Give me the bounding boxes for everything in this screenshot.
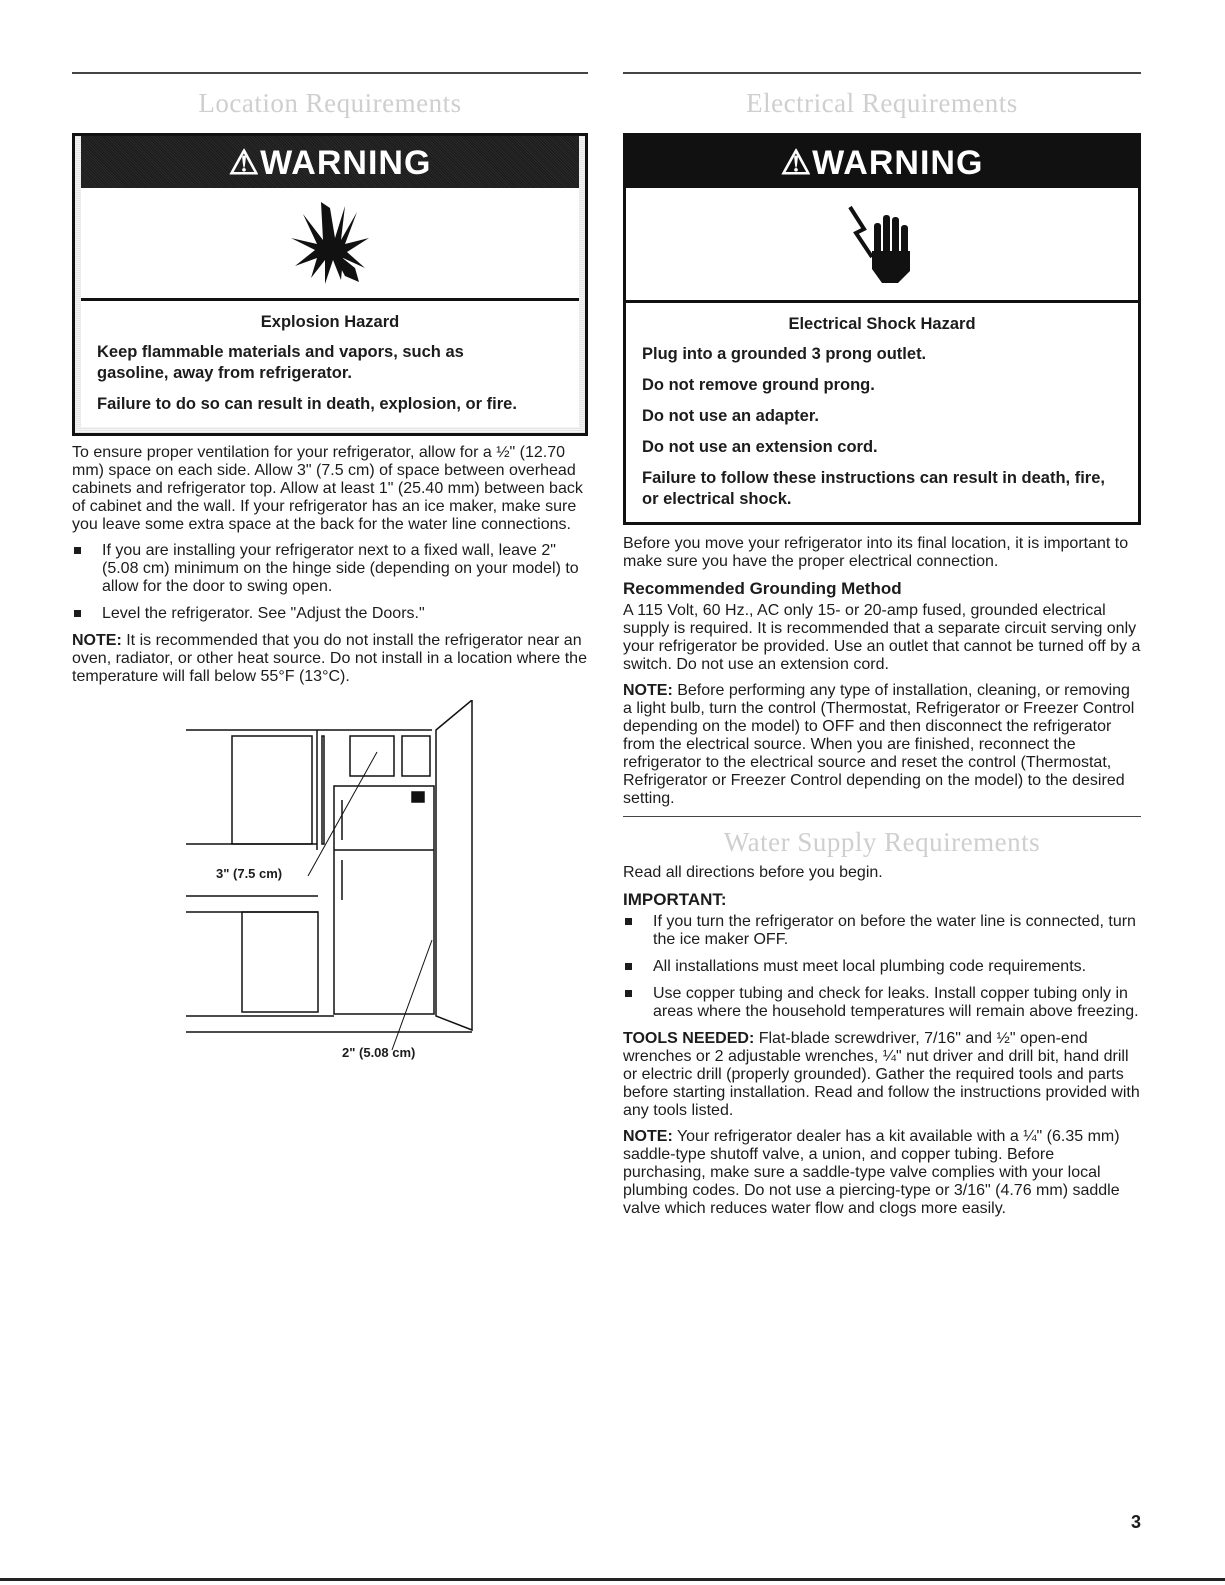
tools-text: Flat-blade screwdriver, 7/16" and ½" open-end wrenches or 2 adjustable wrenches, ¼" nut driver and drill bit, hand drill or electric drill (properly grounded). Gather the required tools and parts before starting installation. Read and follow the instructions provided with any tools listed. [623, 1030, 1140, 1119]
list-item-text: If you are installing your refrigerator next to a fixed wall, leave 2" (5.08 cm) minimum on the hinge side (depending on your model) to allow for the door to swing open. [102, 542, 579, 595]
note-label: NOTE: [623, 1128, 673, 1145]
bullet-square-icon [625, 963, 632, 970]
water-note [623, 1128, 1141, 1218]
location-column [72, 72, 588, 1060]
page-bottom-rule [0, 1578, 1225, 1581]
hazard-title: Electrical Shock Hazard [788, 315, 976, 333]
hazard-title: Explosion Hazard [260, 313, 400, 331]
warning-body [626, 303, 1138, 522]
note-text: It is recommended that you do not install the refrigerator near an oven, radiator, or other heat source. Do not install in a location where the temperature will fall below 55°F (13°C). [72, 632, 587, 685]
warning-line: Do not use an adapter. [642, 407, 819, 425]
note-text: Your refrigerator dealer has a kit available with a ¼" (6.35 mm) saddle-type shutoff valve, a union, and copper tubing. Before purchasing, make sure a saddle-type valve complies with your local plumbing codes. Do not use a piercing-type or 3/16" (4.76 mm) saddle valve which reduces water flow and clogs more easily. [623, 1128, 1120, 1217]
list-item-text: Use copper tubing and check for leaks. Install copper tubing only in areas where the household temperatures will remain above freezing. [653, 985, 1139, 1020]
hazard-icon-area [626, 188, 1138, 303]
section-rule [623, 72, 1141, 74]
list-item [623, 958, 1141, 976]
note-label: NOTE: [623, 682, 673, 699]
warning-line: Do not use an extension cord. [642, 438, 878, 456]
side-clearance-label: 2" (5.08 cm) [342, 1045, 416, 1060]
water-title: Water Supply Requirements [723, 827, 1041, 857]
warning-line: Failure to do so can result in death, explosion, or fire. [97, 395, 517, 413]
electrical-intro: Before you move your refrigerator into its final location, it is important to make sure you have the proper electrical connection. [623, 535, 1129, 570]
tools-needed [623, 1030, 1141, 1120]
explosion-warning-box [72, 133, 588, 436]
explosion-icon [285, 198, 375, 288]
warning-triangle-icon: ⚠ [228, 144, 261, 182]
list-item [72, 605, 588, 623]
hazard-icon-area [81, 188, 579, 301]
location-intro: To ensure proper ventilation for your refrigerator, allow for a ½" (12.70 mm) space on each side. Allow 3" (7.5 cm) of space between overhead cabinets and refrigerator top. Allow at least 1" (25.40 mm) between back of cabinet and the wall. If your refrigerator has an ice maker, make sure you leave some extra space at the back for the water line connections. [72, 444, 583, 533]
warning-line: Plug into a grounded 3 prong outlet. [642, 345, 927, 363]
warning-line: Failure to follow these instructions can result in death, fire, or electrical shock. [642, 469, 1105, 508]
important-label: IMPORTANT: [623, 890, 727, 909]
section-rule [72, 72, 588, 74]
location-bullets [72, 542, 588, 623]
section-rule [623, 816, 1141, 817]
location-title: Location Requirements [198, 88, 462, 118]
water-bullets [623, 913, 1141, 1021]
warning-line: Do not remove ground prong. [642, 376, 875, 394]
list-item [623, 985, 1141, 1021]
grounding-subhead: Recommended Grounding Method [623, 579, 902, 598]
bullet-square-icon [74, 610, 81, 617]
bullet-square-icon [625, 918, 632, 925]
bullet-square-icon [625, 990, 632, 997]
warning-triangle-icon: ⚠ [780, 144, 813, 182]
electric-shock-icon [842, 199, 922, 289]
list-item-text: All installations must meet local plumbing code requirements. [653, 958, 1087, 975]
list-item-text: Level the refrigerator. See "Adjust the Doors." [102, 605, 425, 622]
list-item [623, 913, 1141, 949]
note-label: NOTE: [72, 632, 122, 649]
note-text: Before performing any type of installation, cleaning, or removing a light bulb, turn the control (Thermostat, Refrigerator or Freezer Control depending on the model) to OFF and then disconnect the refrigerator from the electrical source. When you are finished, reconnect the refrigerator to the electrical source and reset the control (Thermostat, Refrigerator or Freezer Control depending on the model) to the desired setting. [623, 682, 1135, 807]
bullet-square-icon [74, 547, 81, 554]
list-item-text: If you turn the refrigerator on before the water line is connected, turn the ice maker OFF. [653, 913, 1136, 948]
warning-line: Keep flammable materials and vapors, such as gasoline, away from refrigerator. [97, 343, 464, 382]
electrical-note [623, 682, 1141, 808]
grounding-text: A 115 Volt, 60 Hz., AC only 15- or 20-amp fused, grounded electrical supply is required. It is recommended that a separate circuit serving only your refrigerator be provided. Use an outlet that cannot be turned off by a switch. Do not use an extension cord. [623, 602, 1141, 673]
page-number: 3 [1130, 1512, 1141, 1532]
electrical-column [623, 72, 1141, 1226]
top-clearance-label: 3" (7.5 cm) [216, 866, 283, 881]
water-intro: Read all directions before you begin. [623, 864, 883, 881]
refrigerator-clearance-illustration [72, 700, 588, 1060]
warning-label: WARNING [812, 144, 984, 182]
warning-header [81, 136, 579, 188]
warning-body [81, 301, 579, 427]
warning-header [626, 136, 1138, 188]
location-note [72, 632, 588, 686]
warning-label: WARNING [260, 144, 432, 182]
electrical-title: Electrical Requirements [746, 88, 1018, 118]
list-item [72, 542, 588, 596]
tools-label: TOOLS NEEDED: [623, 1030, 755, 1047]
shock-warning-box [623, 133, 1141, 525]
clearance-diagram [72, 700, 588, 1060]
